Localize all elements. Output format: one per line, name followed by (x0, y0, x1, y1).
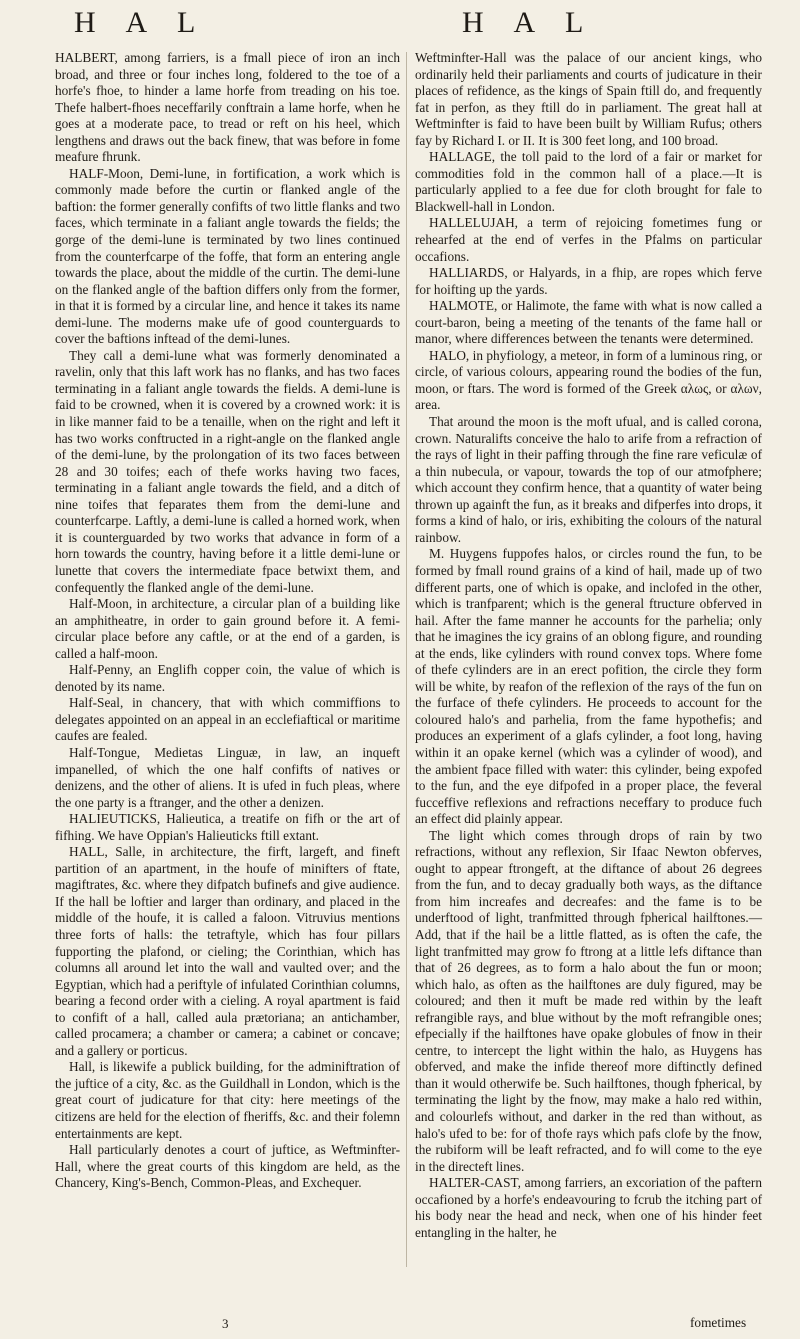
column-divider (406, 52, 407, 1267)
entry-hallage: HALLAGE, the toll paid to the lord of a fair or market for commodities fold in the common hall of a place.—It is particularly applied to a fee due for cloth brought for fale to Blackwell-hall in London. (415, 149, 762, 214)
entry-demi-lune-continued: They call a demi-lune what was formerly denominated a ravelin, only that this laft work has no flanks, and has two faces terminating in a faliant angle towards the fields. A demi-lune is faid to be crowned, when it is covered by a crowned work: it is in like manner faid to be a tenaille, when on the right and left it has two works conftructed in a right-angle on the flanked angle of the demi-lune, by the prolongation of its two faces between 28 and 30 toifes; each of thefe works having two faces, terminating in a faliant angle towards the field, and a ditch of nine toifes that feparates them from the demi-lune and counterfcarpe. Laftly, a demi-lune is called a horned work, when it is counterguarded by two works that advance in form of a horn towards the country, having before it a little demi-lune or lunette that covers the intermediate fpace betwixt them, and confequently the flanked angle of the demi-lune. (55, 347, 400, 595)
left-column (55, 50, 400, 1192)
entry-half-seal: Half-Seal, in chancery, that with which commiffions to delegates appointed on an appeal in an ecclefiaftical or maritime caufes are fealed. (55, 695, 400, 744)
entry-half-moon-architecture: Half-Moon, in architecture, a circular plan of a building like an amphitheatre, in order to gain ground before it. A femi-circular place before any caftle, or at the end of a garden, is called a half-moon. (55, 596, 400, 661)
entry-half-penny: Half-Penny, an Englifh copper coin, the value of which is denoted by its name. (55, 662, 400, 694)
entry-halieuticks: HALIEUTICKS, Halieutica, a treatife on fifh or the art of fifhing. We have Oppian's Halieuticks ftill extant. (55, 811, 400, 843)
running-head-left: H A L (74, 6, 208, 39)
entry-hall-publick: Hall, is likewife a publick building, for the adminiftration of the juftice of a city, &c. as the Guildhall in London, which is the great court of judicature for that city: here meetings of the citizens are held for the election of fheriffs, &c. and their folemn entertainments are kept. (55, 1059, 400, 1141)
entry-hall-court: Hall particularly denotes a court of juftice, as Weftminfter-Hall, where the great courts of this kingdom are held, as the Chancery, King's-Bench, Common-Pleas, and Exchequer. (55, 1142, 400, 1191)
right-column (415, 50, 762, 1241)
entry-hall: HALL, Salle, in architecture, the firft, largeft, and fineft partition of an apartment, in the houfe of minifters of ftate, magiftrates, &c. where they difpatch bufinefs and give audience. If the hall be loftier and larger than ordinary, and placed in the middle of the houfe, it is called a faloon. Vitruvius mentions three forts of halls: the tetraftyle, which has four pillars fupporting the plafond, or cieling; the Corinthian, which has columns all around let into the wall and vaulted over; and the Egyptian, which had a periftyle of infulated Corinthian columns, bearing a fecond order with a cieling. A royal apartment is faid to confift of a hall, called aula prætoriana; an antichamber, called procamera; a chamber or camera; a cabinet or concave; and a gallery or porticus. (55, 844, 400, 1058)
entry-halo-newton: The light which comes through drops of rain by two refractions, without any reflexion, Sir Ifaac Newton obferves, ought to appear ftrongeft, at the diftance of about 26 degrees from the fun, and to decay gradually both ways, as the diftance from him increafes and decreafes: and the fame is to be underftood of light, tranfmitted through fpherical hailftones.—Add, that if the hail be a little flatted, as is often the cafe, the light tranfmitted may grow fo ftrong at a little lefs diftance than that of 26 degrees, as to form a halo about the fun or moon; which halo, as often as the hailftones are duly figured, may be coloured; and then it muft be made red within by the leaft refrangible rays, and blue without by the moft refrangible ones; efpecially if the hailftones have opake globules of fnow in their centre, to intercept the light within the halo, as Huygens has obferved, and make the infide thereof more diftinctly defined than it would otherwife be. Such hailftones, though fpherical, by terminating the light by the fnow, may make a halo red within, and colourlefs without, and darker in the red than without, as halo's ufed to be: for of thofe rays which pafs clofe by the fnow, the rubiform will be leaft refracted, and fo will come to the eye in the directeft lines. (415, 827, 762, 1174)
entry-halmote: HALMOTE, or Halimote, the fame with what is now called a court-baron, being a meeting of the tenants of the fame hall or manor, where differences between the tenants were determined. (415, 298, 762, 347)
entry-halter-cast: HALTER-CAST, among farriers, an excoriation of the paftern occafioned by a horfe's endeavouring to fcrub the itching part of his body near the head and neck, when one of his hinder feet entangling in the halter, he (415, 1175, 762, 1240)
catchword: fometimes (690, 1315, 747, 1330)
entry-halo: HALO, in phyfiology, a meteor, in form of a luminous ring, or circle, of various colours, appearing round the bodies of the fun, moon, or ftars. The word is formed of the Greek αλως, or αλων, area. (415, 347, 762, 413)
entry-halo-huygens: M. Huygens fuppofes halos, or circles round the fun, to be formed by fmall round grains of a kind of hail, made up of two different parts, one of which is opake, and inclofed in the other, which is tranfparent; which is the general ftructure obferved in hail. After the fame manner he accounts for the parhelia; only that he imagines the icy grains of an oblong figure, and rounding at the ends, like cylinders with round convex tops. Where fome of thefe cylinders are in an erect pofition, the circle they form will be white, by reafon of the reflexion of the rays of the fun on the furface of thefe cylinders. He proceeds to account for the coloured halo's and parhelia, from the fame hypothefis; and produces an experiment of a glafs cylinder, a foot long, having within it an opake kernel (which was a cylinder of wood), and the ambient fpace filled with water: this cylinder, being expofed to the fun, and the eye difpofed in a proper place, the feveral fucceffive reflexions and refractions neceffary to produce fuch an effect did plainly appear. (415, 546, 762, 827)
running-head-right: H A L (462, 6, 596, 39)
entry-halo-moon: That around the moon is the moft ufual, and is called corona, crown. Naturalifts conceive the halo to arife from a refraction of the rays of light in their paffing through the fine rare veficulæ of a thin nubecula, or vapour, towards the top of our atmofphere; which account they confirm hence, that a quantity of water being thrown up againft the fun, as it breaks and difperfes into drops, it forms a kind of halo, or iris, exhibiting the colours of the natural rainbow. (415, 414, 762, 545)
signature-mark: 3 (222, 1316, 229, 1331)
entry-halliards: HALLIARDS, or Halyards, in a fhip, are ropes which ferve for hoifting up the yards. (415, 265, 762, 297)
entry-half-tongue: Half-Tongue, Medietas Linguæ, in law, an inqueft impanelled, of which the one half confifts of natives or denizens, and the other of aliens. It is ufed in fuch pleas, where the one party is a ftranger, and the other a denizen. (55, 744, 400, 810)
entry-half-moon-fortification: HALF-Moon, Demi-lune, in fortification, a work which is commonly made before the curtin or flanked angle of the baftion: the former generally confifts of two little flanks and two faces, which terminate in a faliant angle towards the fields; the gorge of the demi-lune is terminated by two lines continued from the counterfcarpe of the foffe, that form an entering angle towards the place, about the middle of the curtin. The demi-lune on the flanked angle of the baftion differs only from the former, in that it is formed by a circular line, and hence it takes its name demi-lune. The moderns make ufe of good counterguards to cover the baftions inftead of the demi-lunes. (55, 165, 400, 347)
running-head (0, 6, 800, 52)
entry-halbert: HALBERT, among farriers, is a fmall piece of iron an inch broad, and three or four inches long, foldered to the toe of a horfe's fhoe, to hinder a lame horfe from treading on his toe. Thefe halbert-fhoes neceffarily conftrain a lame horfe, when he goes at a moderate pace, to tread or reft on his heel, which lengthens and draws out the back finew, that was before in fome meafure fhrunk. (55, 50, 400, 165)
entry-hallelujah: HALLELUJAH, a term of rejoicing fometimes fung or rehearfed at the end of verfes in the Pfalms on particular occafions. (415, 215, 762, 264)
entry-westminster-hall: Weftminfter-Hall was the palace of our ancient kings, who ordinarily held their parliaments and courts of judicature in their places of refidence, as the kings of Spain ftill do, and frequently fat in perfon, as they ftill do in parliament. The great hall at Weftminfter is faid to have been built by William Rufus; others fay by Richard I. or II. It is 300 feet long, and 100 broad. (415, 50, 762, 148)
